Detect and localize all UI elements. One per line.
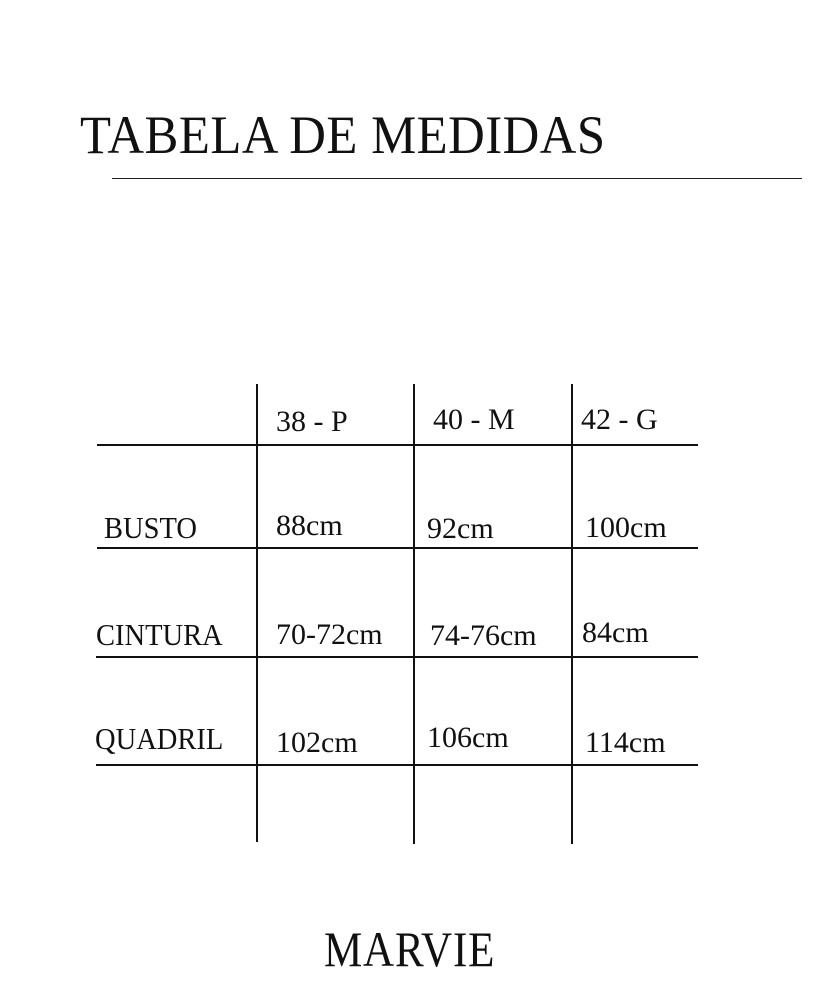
page-title: TABELA DE MEDIDAS <box>80 105 606 165</box>
table-cell: 102cm <box>276 726 358 759</box>
row-divider <box>97 444 698 446</box>
row-divider <box>96 656 698 658</box>
header-size-g: 42 - G <box>581 403 658 436</box>
column-divider <box>413 384 415 844</box>
column-divider <box>256 384 258 842</box>
table-cell: 106cm <box>427 721 509 754</box>
table-cell: 88cm <box>276 509 343 542</box>
row-divider <box>96 764 698 766</box>
table-cell: 100cm <box>585 511 667 544</box>
brand-logo-text: MARVIE <box>324 921 496 977</box>
row-label-quadril: QUADRIL <box>95 721 224 756</box>
row-label-cintura: CINTURA <box>96 617 223 652</box>
column-divider <box>571 384 573 844</box>
row-label-busto: BUSTO <box>104 510 197 545</box>
table-cell: 74-76cm <box>430 619 537 652</box>
row-divider <box>97 547 698 549</box>
table-cell: 92cm <box>427 512 494 545</box>
table-cell: 84cm <box>582 616 649 649</box>
table-cell: 70-72cm <box>276 618 383 651</box>
brand-logo <box>0 921 820 977</box>
header-size-p: 38 - P <box>276 405 348 438</box>
table-cell: 114cm <box>585 726 666 759</box>
header-size-m: 40 - M <box>433 403 515 436</box>
